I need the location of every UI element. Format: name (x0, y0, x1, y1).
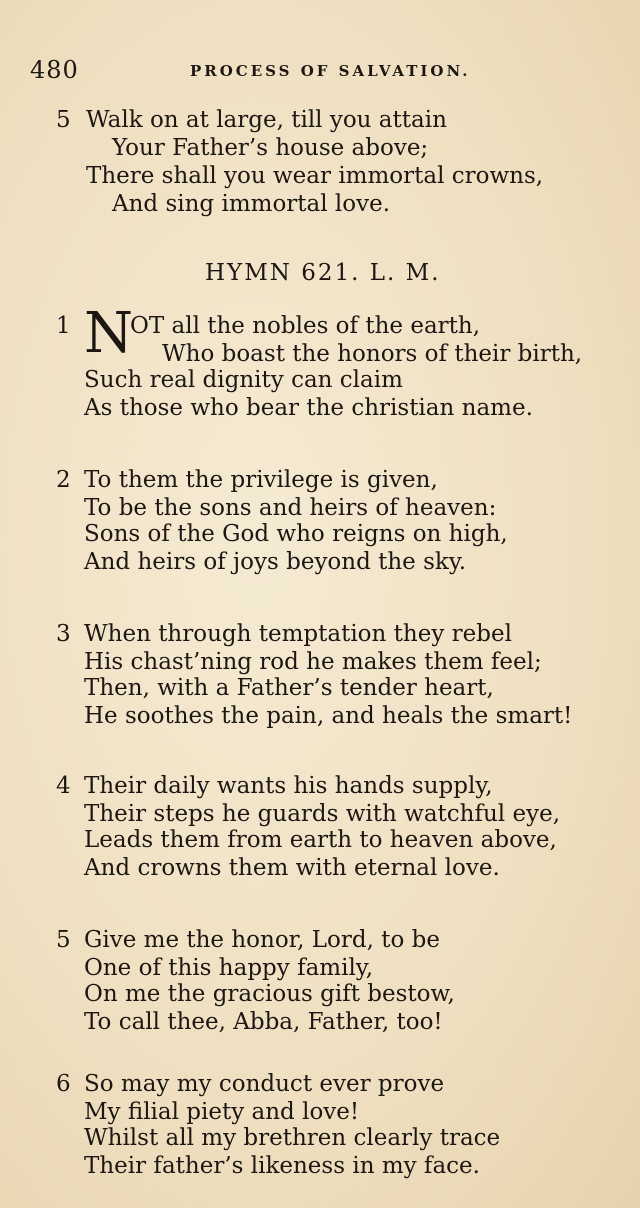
verse-line: Then, with a Father’s tender heart, (84, 675, 494, 701)
verse-line: My filial piety and love! (84, 1099, 360, 1125)
page-header (30, 56, 610, 86)
verse-line: Walk on at large, till you attain (86, 107, 447, 133)
verse-line: And heirs of joys beyond the sky. (84, 549, 467, 575)
page-number: 480 (30, 56, 79, 84)
verse-line: Your Father’s house above; (112, 135, 429, 161)
verse-line: There shall you wear immortal crowns, (86, 163, 544, 189)
verse-line: Their father’s likeness in my face. (84, 1153, 480, 1179)
verse-line: Who boast the honors of their birth, (162, 341, 583, 367)
verse-line: Give me the honor, Lord, to be (84, 927, 440, 953)
hymn-title: HYMN 621. L. M. (205, 260, 441, 286)
verse-line: To call thee, Abba, Father, too! (84, 1009, 443, 1035)
verse-number: 4 (56, 773, 71, 799)
verse-number: 1 (56, 313, 71, 339)
verse-line: Whilst all my brethren clearly trace (84, 1125, 501, 1151)
verse-line: So may my conduct ever prove (84, 1071, 445, 1097)
verse-line: Leads them from earth to heaven above, (84, 827, 557, 853)
verse-number: 5 (56, 927, 71, 953)
verse-line: His chast’ning rod he makes them feel; (84, 649, 542, 675)
running-head: PROCESS OF SALVATION. (190, 62, 471, 80)
verse-line: One of this happy family, (84, 955, 374, 981)
verse-line: And crowns them with eternal love. (84, 855, 500, 881)
verse-line: Such real dignity can claim (84, 367, 403, 393)
verse-line: Sons of the God who reigns on high, (84, 521, 508, 547)
verse-line: Their daily wants his hands supply, (84, 773, 493, 799)
verse-number: 5 (56, 107, 71, 133)
drop-cap: N (84, 301, 133, 366)
verse-line: As those who bear the christian name. (84, 395, 533, 421)
verse-line: OT all the nobles of the earth, (130, 313, 481, 339)
verse-line: To them the privilege is given, (84, 467, 438, 493)
verse-number: 2 (56, 467, 71, 493)
verse-line: Their steps he guards with watchful eye, (84, 801, 561, 827)
verse-line: To be the sons and heirs of heaven: (84, 495, 497, 521)
verse-line: When through temptation they rebel (84, 621, 512, 647)
verse-line: He soothes the pain, and heals the smart! (84, 703, 573, 729)
verse-number: 3 (56, 621, 71, 647)
verse-line: On me the gracious gift bestow, (84, 981, 455, 1007)
verse-number: 6 (56, 1071, 71, 1097)
verse-line: And sing immortal love. (112, 191, 391, 217)
